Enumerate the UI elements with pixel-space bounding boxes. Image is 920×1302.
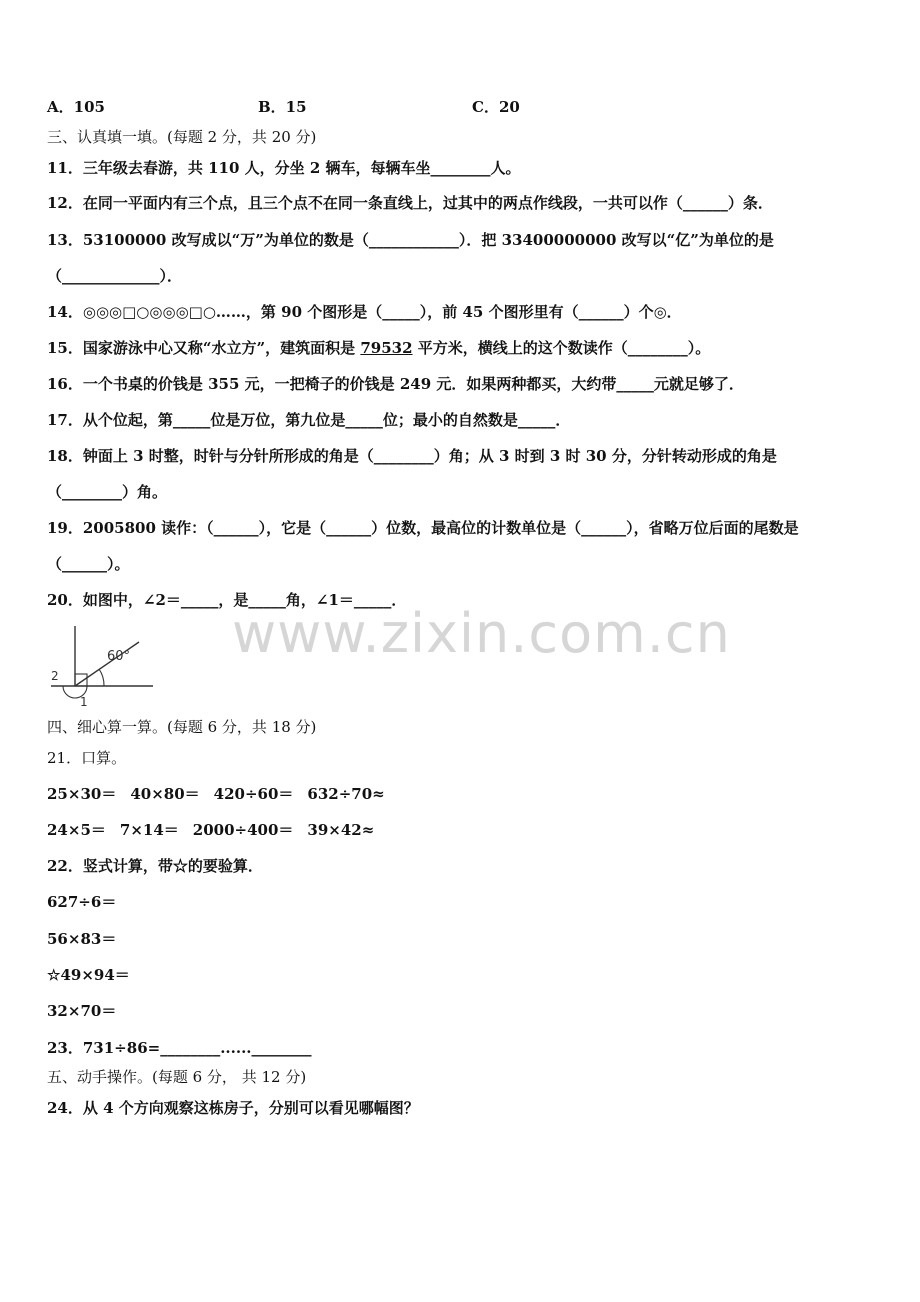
angle-figure: [47, 620, 159, 712]
angle-2-label: 2: [51, 669, 59, 683]
oral-item: 40×80＝: [130, 785, 200, 803]
question-12: 12．在同一平面内有三个点，且三个点不在同一条直线上，过其中的两点作线段，一共可以作（______）条．: [47, 194, 773, 212]
oral-item: 24×5＝: [47, 821, 106, 839]
oral-row-1: [47, 784, 385, 804]
vertical-calc-3: ☆49×94＝: [47, 966, 130, 984]
question-14: 14．◎◎◎□○◎◎◎□○……，第 90 个图形是（_____），前 45 个图形里有（______）个◎．: [47, 303, 682, 321]
question-16: 16．一个书桌的价钱是 355 元，一把椅子的价钱是 249 元．如果两种都买，大约带_____元就足够了．: [47, 375, 744, 393]
question-17: 17．从个位起，第_____位是万位，第九位是_____位；最小的自然数是_____．: [47, 411, 571, 429]
vertical-calc-1: 627÷6＝: [47, 893, 117, 911]
option-b: B．15: [258, 98, 307, 116]
question-18-line-2: （________）角。: [47, 483, 168, 501]
watermark: www.zixin.com.cn: [232, 602, 731, 665]
question-15-text-before: 15．国家游泳中心又称“水立方”，建筑面积是: [47, 339, 361, 357]
angle-60-label: 60°: [107, 649, 131, 664]
oral-item: 420÷60＝: [213, 785, 294, 803]
oral-item: 25×30＝: [47, 785, 117, 803]
option-a: A．105: [47, 98, 105, 116]
vertical-calc-4: 32×70＝: [47, 1002, 117, 1020]
question-11: 11．三年级去春游，共 110 人，分坐 2 辆车，每辆车坐________人。: [47, 159, 521, 177]
question-15-text-after: 平方米，横线上的这个数读作（________）。: [412, 339, 711, 357]
question-13-line-1: 13．53100000 改写成以“万”为单位的数是（____________）．把 33400000000 改写以“亿”为单位的是: [47, 231, 774, 249]
question-13-line-2: （_____________）．: [47, 267, 183, 285]
oral-item: 632÷70≈: [307, 785, 385, 803]
question-18-line-1: 18．钟面上 3 时整，时针与分针所形成的角是（________）角；从 3 时到 3 时 30 分，分针转动形成的角是: [47, 447, 777, 465]
section-3-title: 三、认真填一填。(每题 2 分，共 20 分): [47, 128, 317, 146]
question-15-number: 79532: [360, 339, 413, 357]
oral-item: 7×14＝: [119, 821, 179, 839]
option-c: C．20: [472, 98, 520, 116]
question-21: 21．口算。: [47, 749, 127, 767]
question-20: 20．如图中，∠2＝_____，是_____角，∠1＝_____．: [47, 591, 407, 609]
question-19-line-2: （______）。: [47, 555, 130, 573]
section-4-title: 四、细心算一算。(每题 6 分，共 18 分): [47, 718, 317, 736]
question-15: [47, 338, 710, 358]
oral-item: 39×42≈: [307, 821, 375, 839]
question-24: 24．从 4 个方向观察这栋房子，分别可以看见哪幅图？: [47, 1099, 419, 1117]
section-5-title: 五、动手操作。(每题 6 分， 共 12 分): [47, 1068, 307, 1086]
question-23: 23．731÷86=________......________: [47, 1039, 312, 1057]
oral-row-2: [47, 820, 374, 840]
oral-item: 2000÷400＝: [192, 821, 294, 839]
question-22: 22．竖式计算，带☆的要验算．: [47, 857, 263, 875]
vertical-calc-2: 56×83＝: [47, 930, 117, 948]
angle-1-label: 1: [80, 695, 88, 709]
question-19-line-1: 19．2005800 读作：（______），它是（______）位数，最高位的计数单位是（______），省略万位后面的尾数是: [47, 519, 799, 537]
